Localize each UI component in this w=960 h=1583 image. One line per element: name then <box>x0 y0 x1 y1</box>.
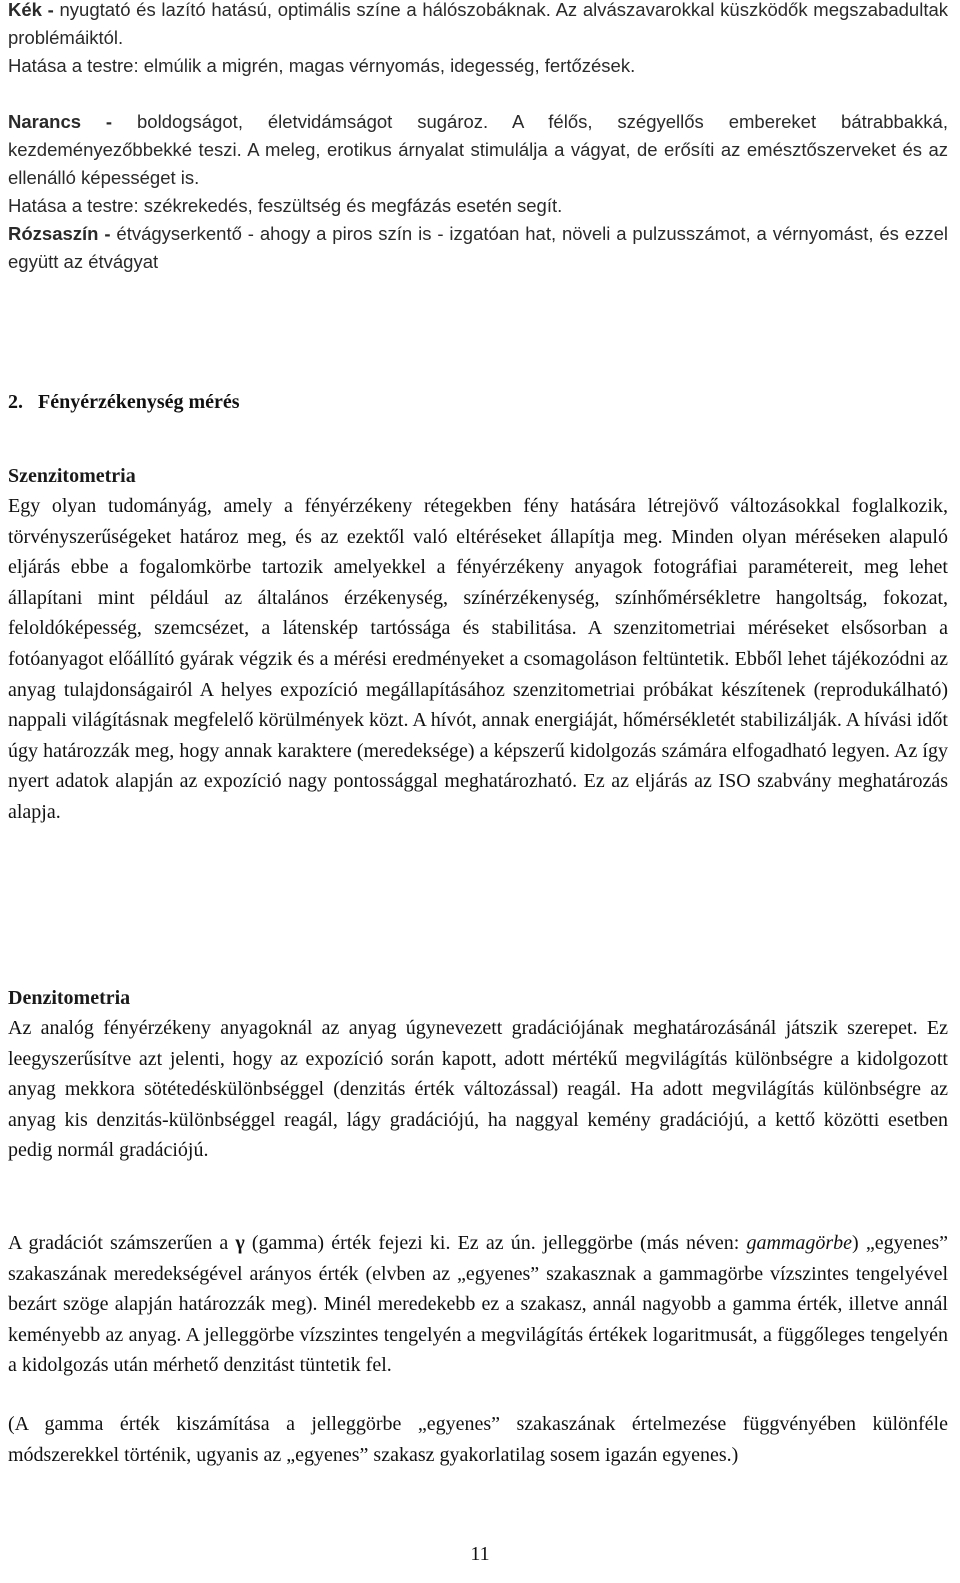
note-paragraph: (A gamma érték kiszámítása a jelleggörbe „egyenes” szakaszának értelmezése függvényében különféle módszerekkel történik, ugyanis az „egyenes” szakasz gyakorlatilag sosem igazán egyenes.) <box>8 1413 948 1466</box>
color-narancs-text: boldogságot, életvidámságot sugároz. A félős, szégyellős embereket bátrabbakká, kezdeményezőbbekké teszi. A meleg, erotikus árnyalat stimulálja a vágyat, de erősíti az emésztőszerveket és az ellenálló képességet is. <box>8 111 948 188</box>
denzitometria-title: Denzitometria <box>8 987 131 1009</box>
szenzitometria-paragraph: Egy olyan tudományág, amely a fényérzékeny rétegekben fény hatására létrejövő változásokkal foglalkozik, törvényszerűségeket határoz meg, és az ezektől való eltéréseket állapítja meg. Minden olyan méréseken alapuló eljárás ebbe a fogalomkörbe tartozik amelyekkel a fényérzékeny anyagok fotográfiai paramétereit, meg lehet állapítani mint például az általános érzékenység, színérzékenység, színhőmérsékletre hangoltság, fokozat, feloldóképesség, szemcsézet, a látenskép tartóssága és stabilitása. A szenzitometriai méréseket elsősorban a fotóanyagot előállító gyárak végzik és a mérési eredményeket a csomagoláson feltüntetik. Ebből lehet tájékozódni az anyag tulajdonságairól A helyes expozíció megállapításához szenzitometriai próbákat készítenek (reprodukálható) nappali világításnak megfelelő körülmények közt. A hívót, annak energiáját, hőmérsékletét stabilizálják. A hívási időt úgy határozzák meg, hogy annak karaktere (meredeksége) a képszerű kidolgozás számára elfogadható legyen. Az így nyert adatok alapján az expozíció nagy pontossággal meghatározható. Ez az eljárás az ISO szabvány meghatározás alapja. <box>8 495 948 823</box>
denzitometria-paragraph: Az analóg fényérzékeny anyagoknál az anyag úgynevezett gradációjának meghatározásánál játszik szerepet. Ez leegyszerűsítve azt jelenti, hogy az expozíció során kapott, adott mértékű megvilágítás különbségre a kidolgozott anyag mekkora sötétedéskülönbséggel (denzitás érték változással) reagál. Ha adott megvilágítás különbségre az anyag kis denzitás-különbséggel reagál, lágy gradációjú, ha naggyal kemény gradációjú, a kettő közötti esetben pedig normál gradációjú. <box>8 1017 948 1162</box>
gamma-text-3: ) „egyenes” szakaszának meredekségével arányos érték (elvben az „egyenes” szakasznak a gammagörbe vízszintes tengelyével bezárt szöge alapján határozzák meg). Minél meredekebb ez a szakasz, annál nagyobb a gamma érték, illetve annál keményebb az anyag. A jelleggörbe vízszintes tengelyén a megvilágítás értékek logaritmusát, a függőleges tengelyén a kidolgozás után mérhető denzitást tüntetik fel. <box>8 1232 948 1377</box>
color-rozsaszin-text: étvágyserkentő - ahogy a piros szín is - izgatóan hat, növeli a pulzusszámot, a vérnyomást, és ezzel együtt az étvágyat <box>8 223 948 272</box>
szenzitometria-title: Szenzitometria <box>8 465 136 487</box>
gamma-paragraph <box>8 1228 948 1381</box>
color-kek-effect: Hatása a testre: elmúlik a migrén, magas vérnyomás, idegesség, fertőzések. <box>8 55 636 76</box>
color-narancs-effect: Hatása a testre: székrekedés, feszültség és megfázás esetén segít. <box>8 195 563 216</box>
page-number: 11 <box>470 1543 490 1565</box>
color-effects-section <box>8 0 948 276</box>
color-rozsaszin-paragraph <box>8 220 948 276</box>
gamma-symbol: γ <box>235 1232 245 1254</box>
note-section <box>8 1409 948 1470</box>
gamma-italic-term: gammagörbe <box>746 1232 853 1254</box>
section-heading: 2. Fényérzékenység mérés <box>8 391 240 413</box>
gamma-text-1: A gradációt számszerűen a <box>8 1232 236 1254</box>
gamma-section <box>8 1228 948 1381</box>
color-term-rozsaszin: Rózsaszín - <box>8 223 111 244</box>
color-narancs-paragraph <box>8 108 948 192</box>
color-kek-paragraph <box>8 0 948 52</box>
denzitometria-section <box>8 983 948 1166</box>
gamma-text-2: (gamma) érték fejezi ki. Ez az ún. jelleggörbe (más néven: <box>244 1232 747 1254</box>
color-kek-text: nyugtató és lazító hatású, optimális színe a hálószobáknak. Az alvászavarokkal küszködők megszabadultak problémáiktól. <box>8 0 949 48</box>
color-term-kek: Kék - <box>8 0 54 20</box>
color-term-narancs: Narancs - <box>8 111 113 132</box>
szenzitometria-section <box>8 461 948 828</box>
